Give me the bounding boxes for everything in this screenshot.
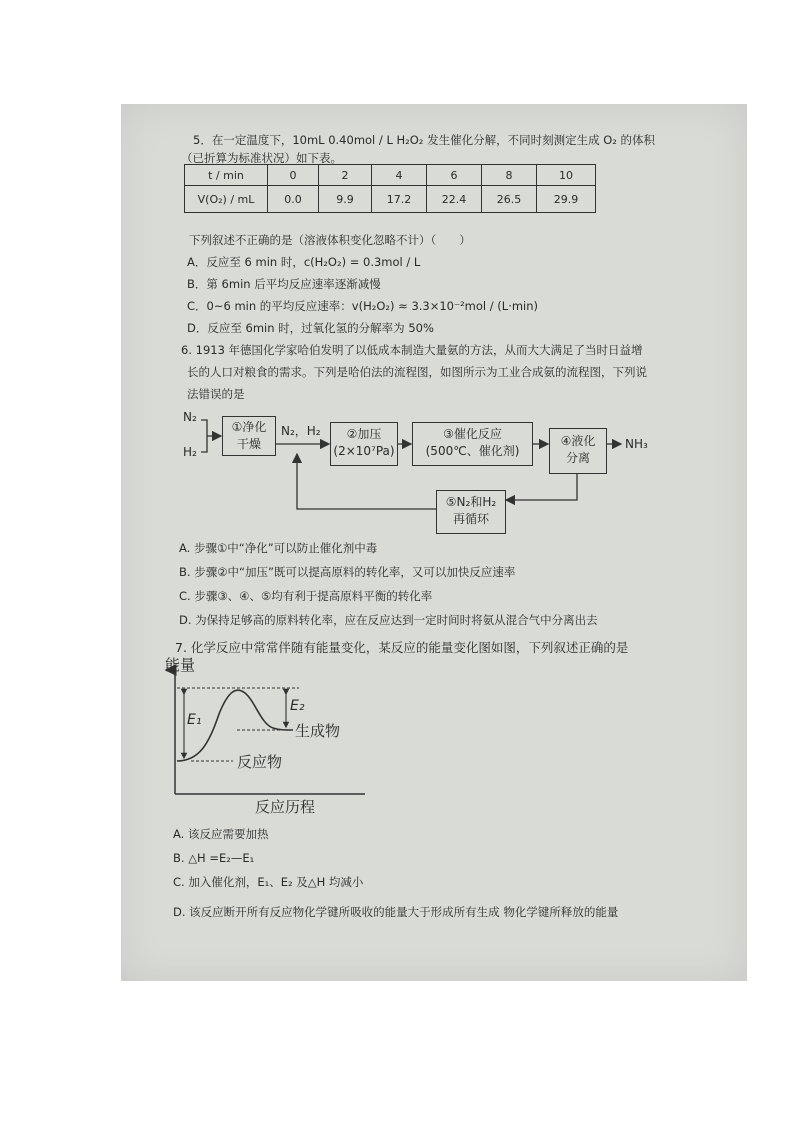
table-cell: 26.5 [482, 186, 537, 213]
flow-input-h2: H₂ [183, 445, 197, 459]
q7-option-a: A. 该反应需要加热 [173, 827, 269, 841]
q7-option-d: D. 该反应断开所有反应物化学键所吸收的能量大于形成所有生成 物化学键所释放的能量 [173, 905, 619, 919]
table-header-label: t / min [185, 165, 268, 186]
q5-option-a: A．反应至 6 min 时，c(H₂O₂) = 0.3mol / L [187, 255, 421, 269]
energy-x-axis-label: 反应历程 [255, 798, 316, 816]
q7-option-b: B. △H =E₂—E₁ [173, 851, 255, 865]
q6-stem-line3: 法错误的是 [187, 387, 245, 401]
flow-step2-line1: ②加压 [346, 427, 382, 441]
table-cell: 4 [372, 165, 427, 186]
table-cell: 22.4 [427, 186, 482, 213]
q5-prompt: 下列叙述不正确的是（溶液体积变化忽略不计）（ ） [189, 233, 471, 247]
table-cell: 0 [268, 165, 319, 186]
q5-option-d: D．反应至 6min 时，过氧化氢的分解率为 50% [187, 321, 434, 335]
q6-option-a: A. 步骤①中“净化”可以防止催化剂中毒 [179, 541, 378, 555]
flow-step1-line2: 干燥 [236, 437, 261, 451]
table-cell: 9.9 [319, 186, 372, 213]
table-cell: 8 [482, 165, 537, 186]
q5-stem-line2: （已折算为标准状况）如下表。 [181, 151, 342, 165]
flow-input-n2: N₂ [183, 410, 197, 424]
q5-option-b: B．第 6min 后平均反应速率逐渐减慢 [187, 277, 381, 291]
table-cell: 17.2 [372, 186, 427, 213]
energy-y-axis-label: 能量 [165, 656, 196, 674]
energy-e1-label: E₁ [187, 712, 202, 728]
flow-output-nh3: NH₃ [625, 437, 648, 451]
flow-step5-line1: ⑤N₂和H₂ [445, 495, 497, 509]
table-cell: 10 [537, 165, 596, 186]
table-cell: 6 [427, 165, 482, 186]
flow-step2-line2: (2×10⁷Pa) [333, 444, 395, 458]
q7-stem: 7. 化学反应中常常伴随有能量变化，某反应的能量变化图如图，下列叙述正确的是 [175, 640, 629, 655]
flow-step5-line2: 再循环 [452, 512, 489, 526]
q6-option-b: B. 步骤②中“加压”既可以提高原料的转化率，又可以加快反应速率 [179, 565, 516, 579]
q7-option-c: C. 加入催化剂，E₁、E₂ 及△H 均减小 [173, 875, 364, 889]
energy-product-label: 生成物 [295, 722, 341, 740]
q6-stem-line1: 6. 1913 年德国化学家哈伯发明了以低成本制造大量氨的方法，从而大大满足了当时日益增 [181, 343, 643, 357]
q6-option-c: C. 步骤③、④、⑤均有利于提高原料平衡的转化率 [179, 589, 433, 603]
flow-step4-line1: ④液化 [560, 434, 596, 448]
flow-step1-line1: ①净化 [231, 420, 267, 434]
q6-option-d: D. 为保持足够高的原料转化率，应在反应达到一定时间时将氨从混合气中分离出去 [179, 613, 598, 627]
flow-step4-line2: 分离 [565, 451, 590, 465]
flow-step3-line1: ③催化反应 [443, 427, 502, 441]
q5-stem-line1: 5．在一定温度下，10mL 0.40mol / L H₂O₂ 发生催化分解，不同时刻测定生成 O₂ 的体积 [193, 133, 656, 147]
q6-stem-line2: 长的人口对粮食的需求。下列是哈伯法的流程图，如图所示为工业合成氨的流程图，下列说 [187, 365, 647, 379]
q5-option-c: C．0~6 min 的平均反应速率：v(H₂O₂) ≈ 3.3×10⁻²mol / (L·min) [187, 299, 539, 313]
table-cell: 29.9 [537, 186, 596, 213]
energy-reactant-label: 反应物 [237, 753, 283, 771]
energy-e2-label: E₂ [290, 698, 305, 714]
exam-paper [121, 104, 747, 981]
table-cell: 2 [319, 165, 372, 186]
flow-mid-label: N₂，H₂ [281, 424, 321, 438]
flow-step3-line2: (500℃、催化剂) [425, 444, 520, 458]
table-row-label: V(O₂) / mL [185, 186, 268, 213]
table-cell: 0.0 [268, 186, 319, 213]
